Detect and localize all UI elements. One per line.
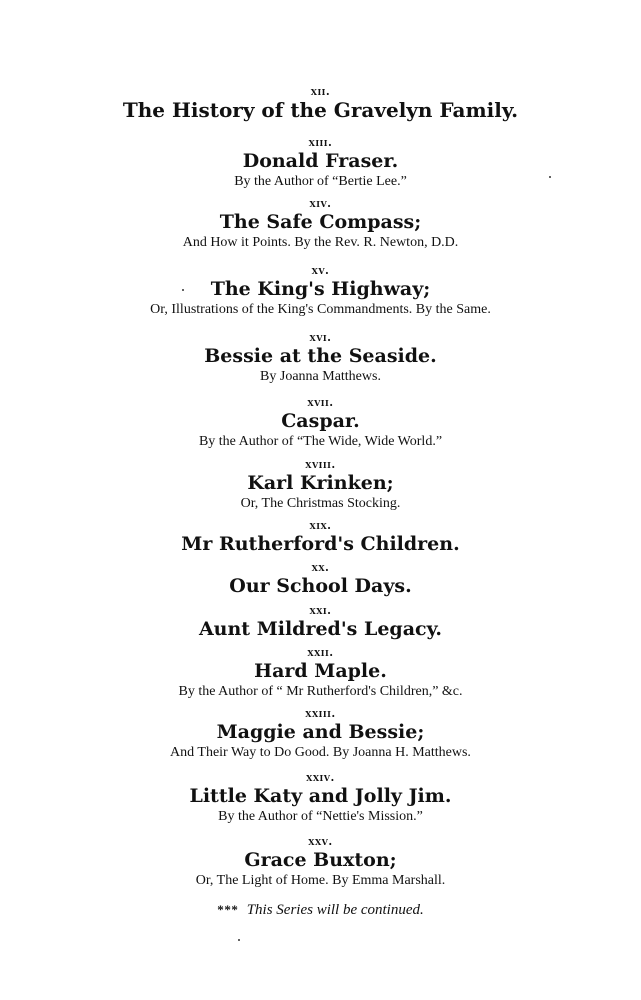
entry-subtitle: By the Author of “Bertie Lee.” <box>234 174 407 189</box>
series-entry-20 <box>0 562 641 598</box>
series-entry-19 <box>0 520 641 556</box>
entry-title: Aunt Mildred's Legacy. <box>198 618 443 640</box>
entry-number: xix. <box>309 519 332 532</box>
entry-number: xvii. <box>307 396 334 409</box>
entry-title: Donald Fraser. <box>242 150 399 172</box>
series-entry-13 <box>0 137 641 190</box>
entry-subtitle: Or, Illustrations of the King's Commandments. By the Same. <box>150 302 491 317</box>
entry-number: xxv. <box>308 835 333 848</box>
asterism-mark: * * * <box>217 902 237 917</box>
series-entry-22 <box>0 647 641 700</box>
entry-number: xv. <box>311 264 330 277</box>
entry-title: The King's Highway; <box>210 278 431 300</box>
entry-title: Mr Rutherford's Children. <box>181 533 460 555</box>
entry-title: Karl Krinken; <box>247 472 394 494</box>
entry-number: xxi. <box>309 604 332 617</box>
entry-subtitle: And Their Way to Do Good. By Joanna H. Matthews. <box>170 745 471 760</box>
entry-subtitle: And How it Points. By the Rev. R. Newton, D.D. <box>182 235 459 250</box>
entry-subtitle: Or, The Christmas Stocking. <box>240 496 401 511</box>
entry-number: xviii. <box>305 458 336 471</box>
series-continued-note <box>0 901 641 919</box>
entry-subtitle: By Joanna Matthews. <box>260 369 381 384</box>
series-entry-24 <box>0 772 641 825</box>
series-entry-17 <box>0 397 641 450</box>
entry-subtitle: By the Author of “Nettie's Mission.” <box>218 809 423 824</box>
entry-number: xxiii. <box>305 707 336 720</box>
entry-number: xii. <box>310 85 331 98</box>
entry-number: xx. <box>311 561 330 574</box>
entry-number: xvi. <box>309 331 332 344</box>
entry-subtitle: By the Author of “The Wide, Wide World.” <box>198 434 443 449</box>
series-entry-16 <box>0 332 641 385</box>
entry-number: xiii. <box>308 136 333 149</box>
entry-subtitle: By the Author of “ Mr Rutherford's Children,” &c. <box>178 684 463 699</box>
entry-title: Maggie and Bessie; <box>216 721 425 743</box>
entry-title: Our School Days. <box>229 575 412 597</box>
series-entry-23 <box>0 708 641 761</box>
series-entry-14 <box>0 198 641 251</box>
entry-title: Little Katy and Jolly Jim. <box>189 785 452 807</box>
continued-text: This Series will be continued. <box>246 902 424 918</box>
ink-speck <box>182 289 184 291</box>
entry-title: Hard Maple. <box>254 660 387 682</box>
series-entry-18 <box>0 459 641 512</box>
entry-number: xxiv. <box>306 771 335 784</box>
entry-subtitle: Or, The Light of Home. By Emma Marshall. <box>195 873 446 888</box>
ink-speck <box>238 939 240 941</box>
entry-title: Caspar. <box>281 410 360 432</box>
ink-speck <box>549 176 551 178</box>
entry-title: The Safe Compass; <box>219 211 422 233</box>
entry-title: Bessie at the Seaside. <box>204 345 437 367</box>
entry-title: Grace Buxton; <box>244 849 397 871</box>
entry-number: xxii. <box>307 646 334 659</box>
series-entry-21 <box>0 605 641 641</box>
series-entry-25 <box>0 836 641 889</box>
entry-title: The History of the Gravelyn Family. <box>122 98 519 122</box>
series-entry-12 <box>0 86 641 122</box>
entry-number: xiv. <box>309 197 332 210</box>
series-entry-15 <box>0 265 641 318</box>
